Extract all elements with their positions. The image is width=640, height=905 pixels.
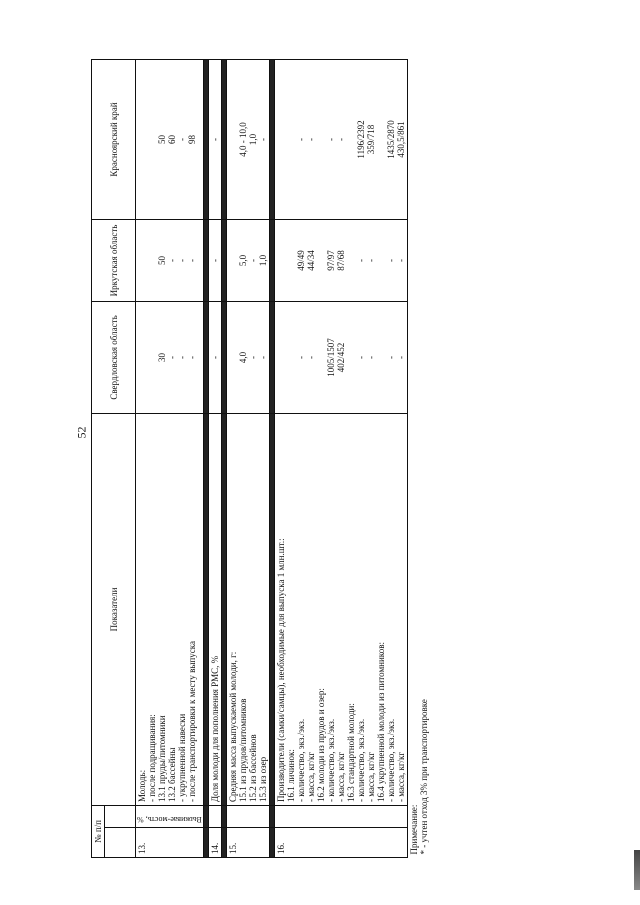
- value-line: [286, 223, 296, 298]
- value-line: [276, 223, 286, 298]
- value-line: -: [209, 355, 220, 359]
- value-line: -: [395, 258, 406, 262]
- value-line: [376, 223, 386, 298]
- irkutsk-cell: [274, 219, 407, 301]
- table-header-row: [92, 59, 105, 857]
- value-line: [346, 63, 356, 216]
- value-line: -: [365, 355, 376, 359]
- header-krasnoyarsk: Красноярский край: [92, 59, 136, 219]
- indicator-line: Производители (самки/самцы), необходимые для выпуска 1 млн.шт.:: [275, 538, 286, 802]
- krasnoyarsk-cell: [208, 59, 221, 219]
- value-line: [137, 305, 147, 410]
- value-line: -: [325, 137, 336, 141]
- value-line: [276, 63, 286, 216]
- indicator-cell: [136, 413, 204, 805]
- value-line: 5,0: [237, 254, 248, 267]
- value-line: -: [295, 137, 306, 141]
- indicator-line: - количество, экз./экз.: [355, 718, 366, 802]
- value-line: [147, 63, 157, 216]
- indicator-line: Средняя масса выпускаемой молоди, г:: [227, 651, 238, 802]
- indicator-line: 16.1 личинок:: [285, 749, 296, 802]
- header-indicators: Показатели: [92, 413, 136, 805]
- row-number: 15.: [226, 828, 269, 858]
- note-row: [407, 59, 430, 857]
- irkutsk-cell: [136, 219, 204, 301]
- value-line: [286, 63, 296, 216]
- value-line: [276, 305, 286, 410]
- indicator-line: - масса, кг/кг: [305, 751, 316, 802]
- survival-cell: [208, 805, 221, 827]
- survival-label: Выживае-мость, %: [137, 815, 202, 824]
- value-line: -: [247, 258, 258, 262]
- indicator-line: 13.1 пруды/питомники: [157, 715, 167, 802]
- value-line: 430,5/861: [395, 121, 406, 158]
- value-line: [376, 63, 386, 216]
- value-line: 1,0: [247, 133, 258, 146]
- value-line: -: [187, 355, 197, 359]
- value-line: -: [395, 355, 406, 359]
- indicator-line: - количество, экз./экз.: [295, 718, 306, 802]
- table-row: [226, 59, 269, 857]
- header-survival: [105, 805, 136, 827]
- value-line: -: [295, 355, 306, 359]
- indicator-line: - после подращивания:: [147, 714, 157, 802]
- value-line: 50: [157, 134, 167, 144]
- value-line: -: [305, 355, 316, 359]
- indicator-line: 16.2 молоди из прудов и озер:: [315, 688, 326, 802]
- indicator-line: - укрупненной навески: [177, 713, 187, 802]
- value-line: -: [257, 137, 268, 141]
- value-line: -: [247, 355, 258, 359]
- indicator-cell: [208, 413, 221, 805]
- indicator-line: 16.3 стандартной молоди:: [345, 703, 356, 802]
- value-line: 4,0 - 10,0: [237, 122, 248, 157]
- indicators-table: [91, 59, 430, 858]
- value-line: 1435/2870: [385, 120, 396, 159]
- row-number: 16.: [274, 828, 407, 858]
- indicator-line: - количество, экз./экз.: [385, 718, 396, 802]
- header-num: № п/п: [92, 805, 105, 857]
- table-body: [136, 59, 430, 857]
- row-number: 13.: [136, 828, 204, 858]
- value-line: -: [209, 137, 220, 141]
- sverdlovsk-cell: [136, 301, 204, 413]
- value-line: [228, 63, 238, 216]
- indicator-cell: [274, 413, 407, 805]
- indicator-line: - количество, экз./экз.: [325, 718, 336, 802]
- value-line: -: [355, 258, 366, 262]
- value-line: 402/452: [335, 342, 346, 373]
- value-line: -: [355, 355, 366, 359]
- value-line: 97/97: [325, 250, 336, 271]
- krasnoyarsk-cell: [136, 59, 204, 219]
- scan-edge-mark: [634, 850, 640, 890]
- value-line: -: [177, 355, 187, 359]
- krasnoyarsk-cell: [274, 59, 407, 219]
- value-line: 98: [187, 134, 197, 144]
- value-line: [228, 223, 238, 298]
- value-line: [346, 223, 356, 298]
- indicator-line: - масса, кг/кг: [395, 751, 406, 802]
- indicator-line: 15.1 из прудов/питомников: [237, 698, 248, 802]
- value-line: -: [305, 137, 316, 141]
- indicator-line: 16.4 укрупненной молоди из питомников:: [375, 642, 386, 802]
- page-number: 52: [74, 426, 89, 439]
- indicator-line: 13.2 бассейны: [167, 747, 177, 802]
- value-line: [316, 305, 326, 410]
- value-line: -: [385, 258, 396, 262]
- value-line: 1,0: [257, 254, 268, 267]
- survival-cell: [274, 805, 407, 827]
- value-line: [137, 223, 147, 298]
- value-line: 4,0: [237, 351, 248, 364]
- indicator-line: 15.2 из бассейнов: [247, 734, 258, 802]
- value-line: [316, 223, 326, 298]
- indicator-cell: [226, 413, 269, 805]
- table-row: [274, 59, 407, 857]
- row-number: 14.: [208, 828, 221, 858]
- sverdlovsk-cell: [208, 301, 221, 413]
- value-line: -: [209, 258, 220, 262]
- value-line: -: [167, 355, 177, 359]
- survival-cell: [226, 805, 269, 827]
- sverdlovsk-cell: [274, 301, 407, 413]
- value-line: 87/68: [335, 250, 346, 271]
- value-line: 1005/1507: [325, 338, 336, 377]
- value-line: 50: [157, 255, 167, 265]
- indicator-line: Молодь:: [137, 769, 147, 802]
- value-line: -: [335, 137, 346, 141]
- irkutsk-cell: [208, 219, 221, 301]
- value-line: 359/718: [365, 124, 376, 155]
- indicator-line: - после транспортировки к месту выпуска: [187, 641, 197, 802]
- indicator-line: Доля молоди для пополнения РМС, %: [209, 655, 220, 802]
- value-line: [316, 63, 326, 216]
- table-row: [136, 59, 204, 857]
- sverdlovsk-cell: [226, 301, 269, 413]
- value-line: 30: [157, 352, 167, 362]
- value-line: 49/49: [295, 250, 306, 271]
- value-line: -: [365, 258, 376, 262]
- value-line: [147, 305, 157, 410]
- value-line: -: [187, 258, 197, 262]
- header-irkutsk: Иркутская область: [92, 219, 136, 301]
- note-cell: [407, 59, 430, 857]
- value-line: -: [177, 258, 187, 262]
- indicator-line: 15.3 из озер: [257, 756, 268, 802]
- header-sverdlovsk: Свердловская область: [92, 301, 136, 413]
- rotated-table-wrapper: [91, 60, 461, 858]
- value-line: 60: [167, 134, 177, 144]
- value-line: [228, 305, 238, 410]
- note-title: Примечание:: [408, 804, 419, 855]
- value-line: -: [177, 137, 187, 141]
- value-line: -: [385, 355, 396, 359]
- value-line: [137, 63, 147, 216]
- indicator-line: - масса, кг/кг: [365, 751, 376, 802]
- value-line: 44/34: [305, 250, 316, 271]
- value-line: [147, 223, 157, 298]
- irkutsk-cell: [226, 219, 269, 301]
- value-line: -: [257, 355, 268, 359]
- krasnoyarsk-cell: [226, 59, 269, 219]
- value-line: -: [167, 258, 177, 262]
- value-line: [376, 305, 386, 410]
- indicator-line: - масса, кг/кг: [335, 751, 346, 802]
- value-line: [286, 305, 296, 410]
- header-num-spacer: [105, 828, 136, 858]
- value-line: 1196/2392: [355, 120, 366, 159]
- survival-cell: [136, 805, 204, 827]
- table-row: [208, 59, 221, 857]
- value-line: [346, 305, 356, 410]
- note-text: * - учтен отход 3% при транспортировке: [418, 699, 429, 855]
